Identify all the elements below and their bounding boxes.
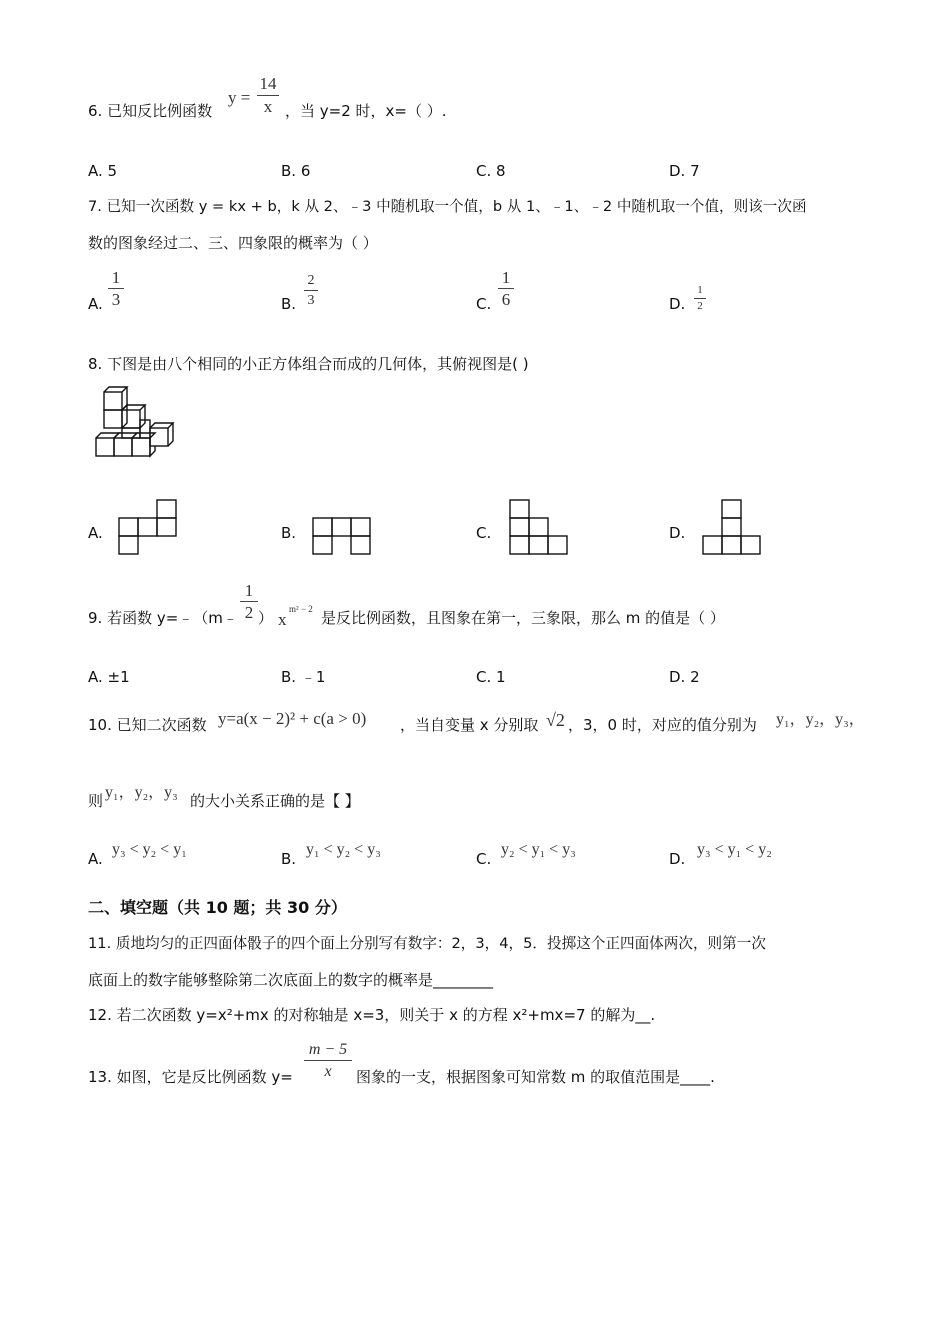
q10-option-c: y₂ < y₁ < y₃ xyxy=(501,841,576,858)
q10-label-b: B. xyxy=(281,850,297,868)
q7-line2: 数的图象经过二、三、四象限的概率为（ ） xyxy=(88,234,378,252)
q8-option-a-view xyxy=(118,498,180,558)
q7-a-num: 1 xyxy=(111,268,121,287)
fraction-bar xyxy=(240,601,258,602)
fraction-bar xyxy=(108,288,124,289)
fraction-bar xyxy=(498,288,514,289)
q6-suffix: ，当 y=2 时，x=（ ）. xyxy=(285,102,447,120)
fraction-bar xyxy=(304,1060,352,1061)
q6-numerator: 14 xyxy=(259,74,277,93)
cube-stack xyxy=(96,387,173,456)
q10-line2-prefix: 则 xyxy=(88,792,104,810)
q7-d-den: 2 xyxy=(697,300,703,312)
q9-option-d: D. 2 xyxy=(669,668,700,686)
fraction-bar xyxy=(304,290,318,291)
q11-line2: 底面上的数字能够整除第二次底面上的数字的概率是________ xyxy=(88,971,494,989)
q13-prefix: 13. 如图，它是反比例函数 y= xyxy=(88,1068,293,1086)
q10-prefix: 10. 已知二次函数 xyxy=(88,716,207,734)
q10-formula: y=a(x − 2)² + c(a > 0) xyxy=(218,709,367,728)
q7-fraction-a xyxy=(108,268,124,309)
q7-label-d: D. xyxy=(669,295,686,313)
q7-label-b: B. xyxy=(281,295,297,313)
q10-option-b: y₁ < y₂ < y₃ xyxy=(306,841,381,858)
q6-option-b: B. 6 xyxy=(281,162,311,180)
q6-prefix: 6. 已知反比例函数 xyxy=(88,102,213,120)
q7-label-c: C. xyxy=(476,295,492,313)
q7-line1: 7. 已知一次函数 y = kx + b，k 从 2、﹣3 中随机取一个值，b 从 1、﹣1、﹣2 中随机取一个值，则该一次函 xyxy=(88,198,807,215)
fraction-bar xyxy=(694,298,706,299)
q13-num: m − 5 xyxy=(308,1041,348,1058)
q7-b-num: 2 xyxy=(307,273,315,288)
q9-den: 2 xyxy=(244,603,254,622)
fraction-bar xyxy=(257,95,279,96)
q7-a-den: 3 xyxy=(111,290,121,309)
q10-sqrt: √2 xyxy=(546,710,565,730)
q8-label-c: C. xyxy=(476,524,492,542)
q8-label-a: A. xyxy=(88,524,103,542)
q9-x: x xyxy=(278,610,287,629)
q9-close-paren: ） xyxy=(258,609,274,627)
q7-label-a: A. xyxy=(88,295,103,313)
q6-option-a: A. 5 xyxy=(88,162,118,180)
q10-values: ，3，0 时，对应的值分别为 xyxy=(568,716,757,734)
q8-text: 8. 下图是由八个相同的小正方体组合而成的几何体，其俯视图是( ) xyxy=(88,355,529,373)
q7-fraction-b xyxy=(304,272,318,309)
q9-option-a: A. ±1 xyxy=(88,668,130,686)
q10-option-a: y₃ < y₂ < y₁ xyxy=(112,841,187,858)
q6-option-c: C. 8 xyxy=(476,162,506,180)
q9-fraction xyxy=(240,581,258,622)
q6-denominator: x xyxy=(263,97,273,116)
q6-y-eq: y = xyxy=(228,88,251,107)
q7-c-num: 1 xyxy=(501,268,511,287)
q8-option-d-view xyxy=(702,498,762,558)
q8-label-d: D. xyxy=(669,524,686,542)
q6-fraction xyxy=(257,74,279,117)
q10-line2-ys: y₁，y₂，y₃ xyxy=(105,784,178,801)
q10-line2-suffix: 的大小关系正确的是【 】 xyxy=(190,792,360,810)
q10-option-d: y₃ < y₁ < y₂ xyxy=(697,841,772,858)
q13-den: x xyxy=(324,1063,332,1080)
q8-option-c-view xyxy=(509,498,569,558)
q7-b-den: 3 xyxy=(307,293,315,308)
q7-fraction-c xyxy=(498,268,514,309)
q9-exponent: m² − 2 xyxy=(289,604,313,614)
q8-cube-figure xyxy=(92,384,182,464)
q13-suffix: 图象的一支，根据图象可知常数 m 的取值范围是____. xyxy=(356,1068,715,1086)
q7-fraction-d xyxy=(694,284,706,313)
q8-label-b: B. xyxy=(281,524,297,542)
q9-option-b: B. ﹣1 xyxy=(281,668,326,686)
q7-d-num: 1 xyxy=(697,284,703,296)
q9-option-c: C. 1 xyxy=(476,668,506,686)
q13-fraction xyxy=(304,1040,352,1081)
q10-label-c: C. xyxy=(476,850,492,868)
q9-prefix: 9. 若函数 y=﹣（m﹣ xyxy=(88,609,238,627)
q10-mid: ，当自变量 x 分别取 xyxy=(400,716,539,734)
q10-label-d: D. xyxy=(669,850,686,868)
q8-option-b-view xyxy=(312,516,372,558)
q9-suffix: 是反比例函数，且图象在第一，三象限，那么 m 的值是（ ） xyxy=(321,609,725,627)
q9-num: 1 xyxy=(244,581,254,600)
q10-ys: y₁，y₂，y₃， xyxy=(776,711,865,728)
q6-option-d: D. 7 xyxy=(669,162,700,180)
section-heading: 二、填空题（共 10 题；共 30 分） xyxy=(88,898,347,917)
q10-label-a: A. xyxy=(88,850,103,868)
q11-line1: 11. 质地均匀的正四面体骰子的四个面上分别写有数字：2，3，4，5．投掷这个正四面体两次，则第一次 xyxy=(88,935,766,952)
q7-c-den: 6 xyxy=(501,290,511,309)
q12-text: 12. 若二次函数 y=x²+mx 的对称轴是 x=3，则关于 x 的方程 x²+mx=7 的解为__. xyxy=(88,1006,656,1024)
